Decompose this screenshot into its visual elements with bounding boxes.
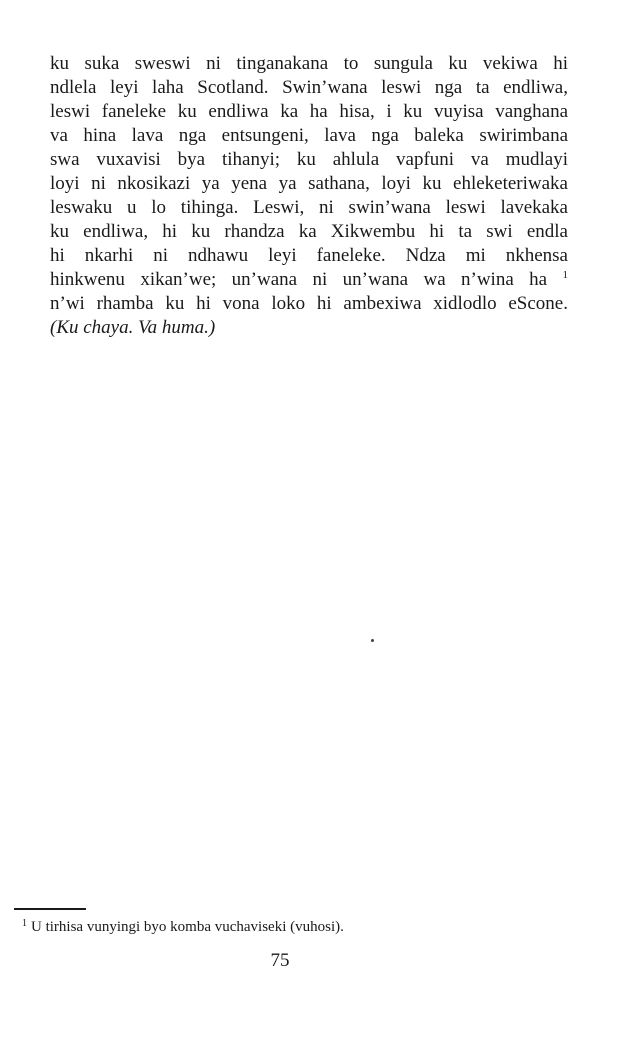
ink-speck (371, 639, 374, 642)
footnote-text: U tirhisa vunyingi byo komba vuchaviseki (vuhosi). (31, 919, 344, 935)
text-line: va hina lava nga entsungeni, lava nga baleka swirimbana (50, 125, 568, 146)
text-line: loyi ni nkosikazi ya yena ya sathana, loyi ku ehleketeriwaka (50, 173, 568, 194)
text-line: swa vuxavisi bya tihanyi; ku ahlula vapfuni va mudlayi (50, 149, 568, 170)
footnote-reference: 1 (562, 269, 568, 281)
body-text (50, 52, 568, 340)
footnote-divider (14, 908, 86, 910)
text-line: hi nkarhi ni ndhawu leyi faneleke. Ndza mi nkhensa (50, 245, 568, 266)
text-line: n’wi rhamba ku hi vona loko hi ambexiwa xidlodlo eScone. (50, 293, 568, 314)
footnote-number: 1 (22, 918, 27, 929)
footnote (22, 918, 344, 936)
text-line: ku endliwa, hi ku rhandza ka Xikwembu hi ta swi endla (50, 221, 568, 242)
text-line: leswaku u lo tihinga. Leswi, ni swin’wana leswi lavekaka (50, 197, 568, 218)
text-line: hinkwenu xikan’we; un’wana ni un’wana wa n’wina ha (50, 269, 548, 290)
stage-direction-text: (Ku chaya. Va huma.) (50, 317, 216, 338)
text-line: ndlela leyi laha Scotland. Swin’wana leswi nga ta endliwa, (50, 77, 568, 98)
page-number: 75 (270, 950, 290, 971)
text-line: ku suka sweswi ni tinganakana to sungula ku vekiwa hi (50, 53, 568, 74)
text-line: leswi faneleke ku endliwa ka ha hisa, i ku vuyisa vanghana (50, 101, 568, 122)
stage-direction (50, 316, 568, 340)
text-line-with-footnote-ref (50, 268, 568, 292)
